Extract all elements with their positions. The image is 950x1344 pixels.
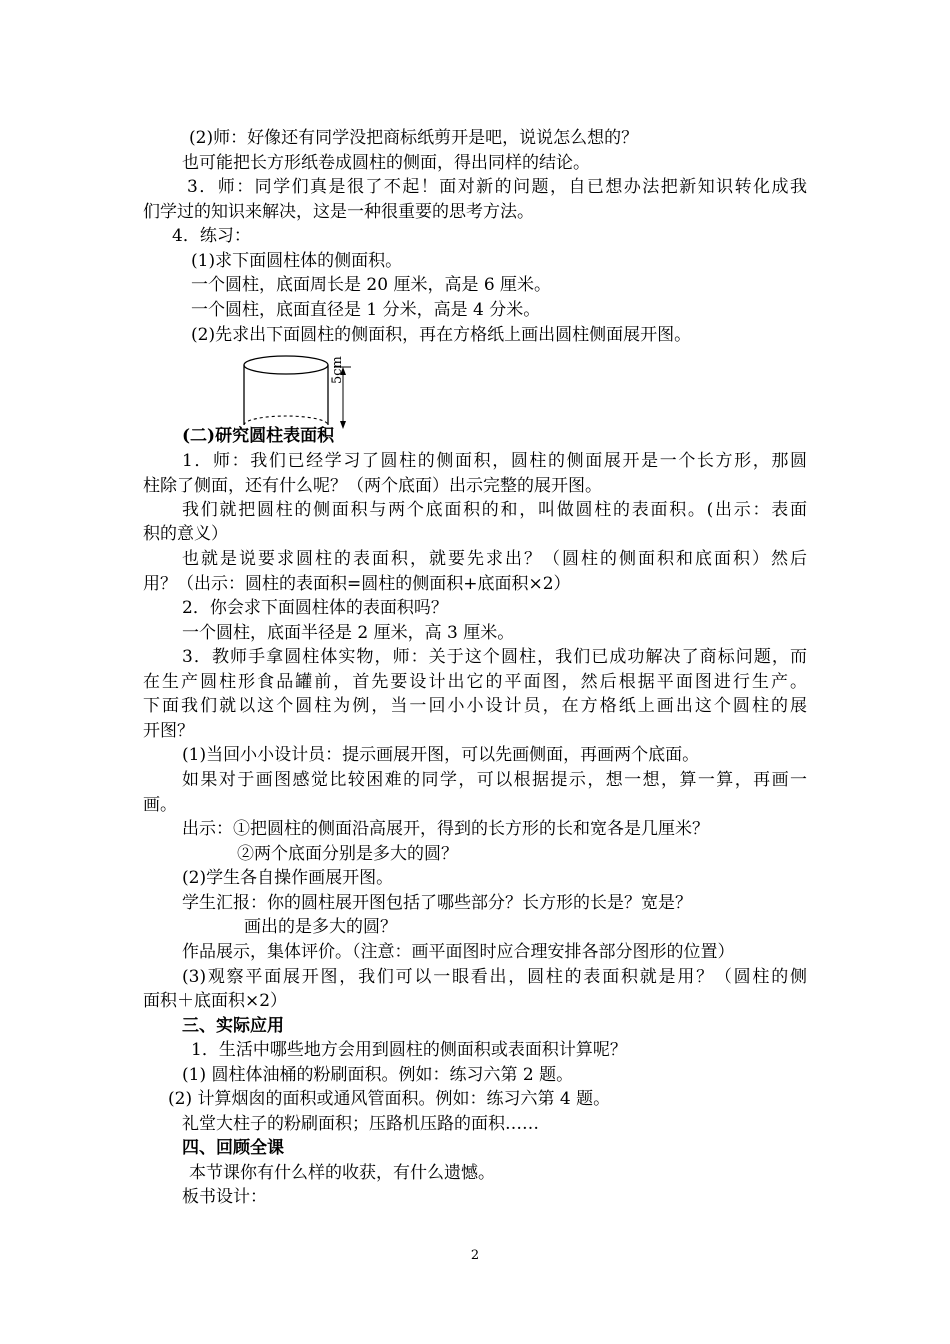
paragraph-line: 积的意义）	[143, 524, 228, 544]
paragraph-line: 我们就把圆柱的侧面积与两个底面积的和，叫做圆柱的表面积。(出示：表面	[182, 500, 807, 520]
height-label: 5cm	[330, 356, 345, 384]
paragraph-line: 2．你会求下面圆柱体的表面积吗？	[182, 598, 448, 618]
paragraph-line: 出示：①把圆柱的侧面沿高展开，得到的长方形的长和宽各是几厘米？	[182, 819, 709, 839]
page-number: 2	[470, 1248, 480, 1263]
paragraph-line: 一个圆柱，底面直径是 1 分米，高是 4 分米。	[191, 300, 541, 320]
paragraph-line: (3)观察平面展开图，我们可以一眼看出，圆柱的表面积就是用？（圆柱的侧	[182, 967, 807, 987]
paragraph-line: 1．师：我们已经学习了圆柱的侧面积，圆柱的侧面展开是一个长方形，那圆	[182, 451, 807, 471]
section-heading: (二)研究圆柱表面积	[182, 426, 335, 446]
section-heading: 三、实际应用	[182, 1016, 284, 1036]
paragraph-line: 们学过的知识来解决，这是一种很重要的思考方法。	[143, 202, 534, 222]
paragraph-line: (2)师：好像还有同学没把商标纸剪开是吧，说说怎么想的？	[189, 128, 639, 148]
paragraph-line: (2)学生各自操作画展开图。	[182, 868, 394, 888]
paragraph-line: (2) 计算烟囱的面积或通风管面积。例如：练习六第 4 题。	[168, 1089, 611, 1109]
paragraph-line: 本节课你有什么样的收获，有什么遗憾。	[189, 1163, 495, 1183]
paragraph-line: 3．教师手拿圆柱体实物，师：关于这个圆柱，我们已成功解决了商标问题，而	[182, 647, 807, 667]
paragraph-line: 3．师：同学们真是很了不起！面对新的问题，自已想办法把新知识转化成我	[187, 177, 807, 197]
paragraph-line: 柱除了侧面，还有什么呢？（两个底面）出示完整的展开图。	[143, 476, 602, 496]
paragraph-line: ②两个底面分别是多大的圆？	[237, 844, 458, 864]
paragraph-line: (1)求下面圆柱体的侧面积。	[191, 251, 403, 271]
paragraph-line: 面积＋底面积×2）	[143, 991, 288, 1011]
paragraph-line: 画。	[143, 795, 177, 815]
paragraph-line: 也就是说要求圆柱的表面积，就要先求出？（圆柱的侧面积和底面积）然后	[182, 549, 807, 569]
paragraph-line: (1)当回小小设计员：提示画展开图，可以先画侧面，再画两个底面。	[182, 745, 700, 765]
paragraph-line: 1．生活中哪些地方会用到圆柱的侧面积或表面积计算呢？	[191, 1040, 627, 1060]
section-heading: 四、回顾全课	[182, 1138, 284, 1158]
paragraph-line: 开图？	[143, 721, 194, 741]
paragraph-line: 一个圆柱，底面半径是 2 厘米，高 3 厘米。	[182, 623, 515, 643]
paragraph-line: 下面我们就以这个圆柱为例，当一回小小设计员，在方格纸上画出这个圆柱的展	[143, 696, 807, 716]
paragraph-line: 学生汇报：你的圆柱展开图包括了哪些部分？长方形的长是？宽是？	[182, 893, 692, 913]
paragraph-line: 也可能把长方形纸卷成圆柱的侧面，得出同样的结论。	[182, 153, 590, 173]
paragraph-line: (2)先求出下面圆柱的侧面积，再在方格纸上画出圆柱侧面展开图。	[191, 325, 692, 345]
paragraph-line: 画出的是多大的圆？	[244, 917, 397, 937]
paragraph-line: (1) 圆柱体油桶的粉刷面积。例如：练习六第 2 题。	[182, 1065, 574, 1085]
paragraph-line: 板书设计：	[182, 1187, 267, 1207]
paragraph-line: 如果对于画图感觉比较困难的同学，可以根据提示，想一想，算一算，再画一	[182, 770, 807, 790]
paragraph-line: 一个圆柱，底面周长是 20 厘米，高是 6 厘米。	[191, 275, 552, 295]
paragraph-line: 4．练习：	[172, 226, 251, 246]
paragraph-line: 礼堂大柱子的粉刷面积；压路机压路的面积……	[182, 1114, 539, 1134]
paragraph-line: 作品展示，集体评价。（注意：画平面图时应合理安排各部分图形的位置）	[182, 942, 735, 962]
paragraph-line: 用？（出示：圆柱的表面积=圆柱的侧面积+底面积×2）	[143, 574, 571, 594]
paragraph-line: 在生产圆柱形食品罐前，首先要设计出它的平面图，然后根据平面图进行生产。	[143, 672, 807, 692]
